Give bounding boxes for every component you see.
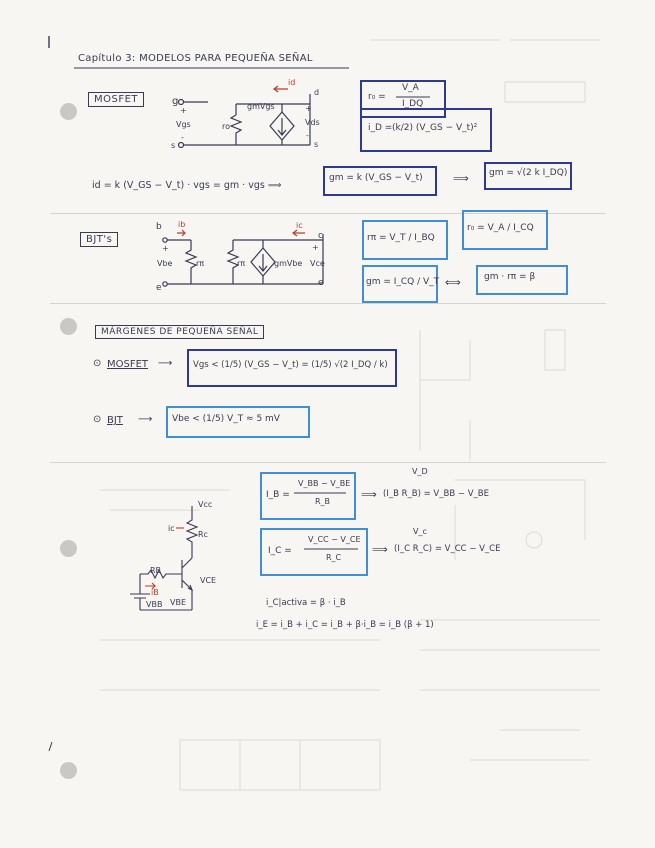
mosfet-small-signal-eq: id = k (V_GS − V_t) · vgs = gm · vgs ⟹ [92,180,282,191]
mosfet-id-lhs: i_D = [368,123,393,133]
bias-ib-rhs: (I_B R_B) = V_BB − V_BE [383,489,489,499]
bjt-e-left-label: e [156,283,162,293]
bias-ib-fraction-bar [294,492,348,494]
mosfet-gmvgs-label: gmVgs [247,102,275,111]
bias-rb-label: RB [150,566,162,575]
bjt-vbe-label: Vbe [157,259,173,268]
margins-mosfet-bullet: ⊙ [93,358,102,369]
bias-rc-label: Rc [198,530,208,539]
mosfet-gm-eq: gm = k (V_GS − V_t) [329,173,423,183]
bias-vbb-label: VBB [146,600,163,609]
bias-vc-label: V_c [413,527,427,536]
bias-ib-arrow: ⟹ [361,488,377,501]
mosfet-ro-label: ro [222,122,231,131]
bjt-ic-label: ic [296,221,303,230]
margins-section-label: MÁRGENES DE PEQUEÑA SEÑAL [95,325,264,339]
margins-bjt-label: BJT [107,415,123,426]
margins-mosfet-arrow: ⟶ [158,358,173,369]
mosfet-id-rhs: (k/2) (V_GS − V_t)² [392,123,478,133]
bias-ic-fraction-bar [304,548,360,550]
margins-bjt-bullet: ⊙ [93,414,102,425]
bias-ic-arrow: ⟹ [372,543,388,556]
bjt-gmvbe-label: gmVbe [274,259,303,268]
margins-bjt-eq: Vbe < (1/5) V_T ≈ 5 mV [172,414,280,424]
left-margin-mark [48,36,51,48]
bjt-rpi-eq: rπ = V_T / I_BQ [367,233,435,243]
bjt-ro-eq: r₀ = V_A / I_CQ [467,223,534,233]
mosfet-id-label: id [288,78,296,87]
bjt-vce-label: Vce [310,259,325,268]
bjt-beta-eq: gm · rπ = β [484,272,536,282]
title-underline [74,66,354,70]
margins-bjt-arrow: ⟶ [138,414,153,425]
margins-mosfet-eq: Vgs < (1/5) (V_GS − V_t) = (1/5) √(2 I_DQ / k) [193,360,388,370]
bias-ic-num: V_CC − V_CE [308,535,361,544]
mosfet-plus-label: + [180,106,187,115]
bias-ic-label: ic [168,524,175,533]
bias-ic-lhs: I_C = [268,546,292,556]
mosfet-s-right-label: s [314,140,319,149]
mosfet-vgs-label: Vgs [176,120,191,129]
mosfet-section-label: MOSFET [88,92,144,107]
bjt-c-label: c [318,231,323,241]
margins-mosfet-label: MOSFET [107,359,149,370]
bias-transistor-circuit [120,498,230,628]
bjt-plus-label: + [162,244,169,253]
mosfet-minus-label: - [181,133,184,142]
bias-vd-label: V_D [412,467,428,476]
mosfet-plus-right-label: + [305,104,312,113]
bias-vcc-label: Vcc [198,500,213,509]
bjt-rpi-mid-label: rπ [237,259,246,268]
mosfet-ro-fraction-bar [396,96,432,98]
section-divider [50,303,606,304]
mosfet-gm2-eq: gm = √(2 k I_DQ) [489,168,568,178]
section-divider [50,462,606,463]
bjt-section-label: BJT's [80,232,118,247]
bias-vce-label: VCE [200,576,217,585]
margin-tick [48,742,54,752]
bias-ib-den: R_B [315,497,331,506]
bjt-equiv-arrow: ⟺ [445,276,461,289]
mosfet-gm-arrow: ⟹ [453,172,469,185]
mosfet-ro-den: I_DQ [402,99,424,109]
bias-vbe-label: VBE [170,598,187,607]
bias-ib-label: iB [151,588,159,597]
bias-ic-den: R_C [326,553,342,562]
bias-ic-rhs: (I_C R_C) = V_CC − V_CE [394,544,501,554]
page-title: Capítulo 3: MODELOS PARA PEQUEÑA SEÑAL [78,53,313,64]
bias-ie-eq: i_E = i_B + i_C = i_B + β·i_B = i_B (β + 1) [256,620,434,630]
mosfet-vds-label: Vds [305,118,320,127]
mosfet-ro-lhs: r₀ = [368,92,386,102]
mosfet-ro-num: V_A [402,83,419,93]
bjt-gm-eq: gm = I_CQ / V_T [366,277,440,287]
bjt-rpi-left-label: rπ [196,259,205,268]
bjt-e-right-label: e [318,278,324,288]
bias-ib-lhs: I_B = [266,490,290,500]
bias-ib-num: V_BB − V_BE [298,479,351,488]
bjt-b-label: b [156,222,162,232]
mosfet-d-label: d [314,88,320,97]
mosfet-s-left-label: s [171,141,176,150]
bjt-ib-label: ib [178,220,186,229]
mosfet-g-label: g [172,96,179,107]
bias-active-eq: i_C|activa = β · i_B [266,598,346,608]
bjt-plus-right-label: + [312,243,319,252]
mosfet-minus-right-label: - [306,131,309,140]
